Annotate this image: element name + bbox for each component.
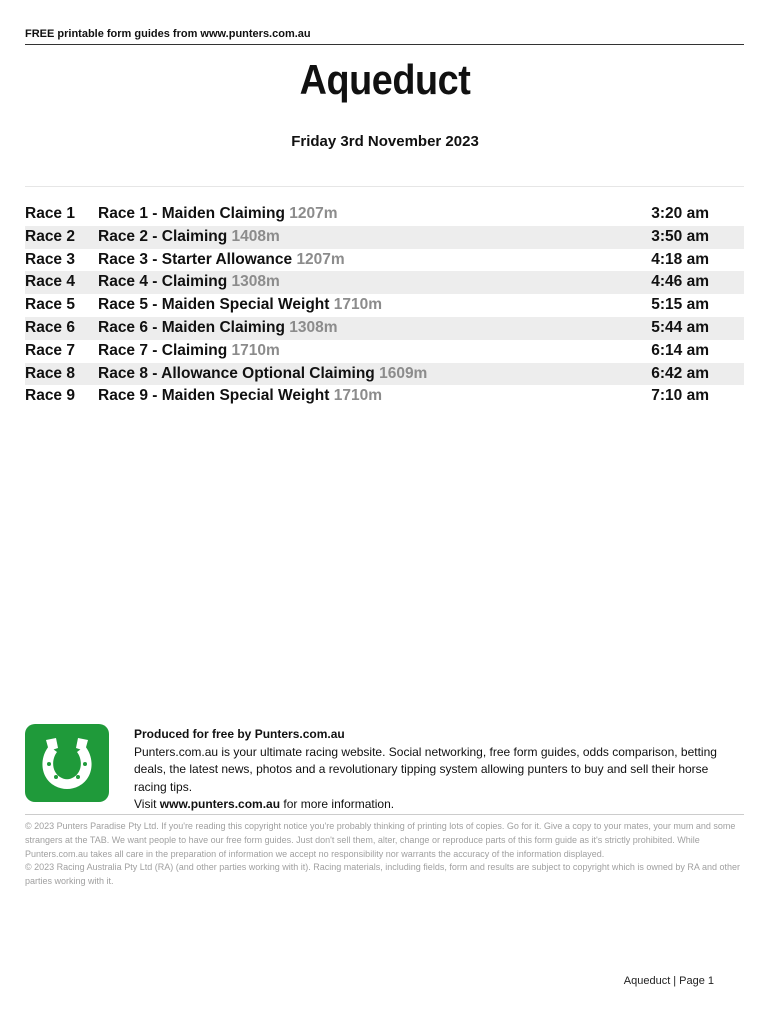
race-title (98, 294, 382, 317)
page-title: Aqueduct (299, 56, 471, 103)
site-tagline: FREE printable form guides from www.punters.com.au (25, 28, 311, 40)
race-title (98, 385, 382, 408)
race-row (25, 271, 744, 294)
race-row (25, 317, 744, 340)
race-title (98, 317, 338, 340)
race-row (25, 203, 744, 226)
footer-doc-name: Aqueduct (623, 975, 671, 987)
producer-title: Produced for free by Punters.com.au (134, 727, 345, 741)
race-row (25, 249, 744, 272)
race-distance: 1308m (231, 273, 280, 291)
race-name: Race 2 - Claiming (98, 227, 228, 245)
race-name: Race 6 - Maiden Claiming (98, 318, 285, 336)
race-number: Race 3 (25, 250, 75, 268)
race-name: Race 9 - Maiden Special Weight (98, 387, 330, 405)
race-title (98, 249, 345, 272)
race-distance: 1609m (379, 364, 428, 382)
race-time: 4:46 am (651, 273, 709, 291)
race-name: Race 3 - Starter Allowance (98, 250, 293, 268)
race-title (98, 363, 427, 386)
race-time: 5:44 am (651, 318, 709, 336)
race-number: Race 9 (25, 387, 75, 405)
race-title (98, 340, 280, 363)
race-number: Race 8 (25, 364, 75, 382)
race-distance: 1207m (289, 205, 338, 222)
date-divider (25, 186, 744, 187)
visit-prefix: Visit (134, 797, 157, 811)
page-number: Page 1 (679, 975, 714, 987)
visit-suffix: for more information. (283, 797, 395, 811)
race-row (25, 340, 744, 363)
race-time: 3:50 am (651, 227, 709, 245)
punters-logo (25, 724, 109, 802)
race-title (98, 203, 338, 226)
copyright-punters: © 2023 Punters Paradise Pty Ltd. If you're reading this copyright notice you're probably thinking of printing lots of copies. Go for it. Give a copy to your mates, your mum and some strangers at the TAB. We want people to have our free form guides. Just don't sell them, alter, change or reproduce parts of this form guide as it's strictly prohibited. While Punters.com.au takes all care in the preparation of information we accept no responsibility nor warrants the accuracy of the information displayed. (25, 821, 736, 859)
footer-separator: | (673, 975, 677, 987)
race-title (98, 271, 280, 294)
header-divider (25, 44, 744, 45)
page-footer (624, 975, 714, 987)
race-number: Race 7 (25, 341, 75, 359)
race-time: 3:20 am (651, 205, 709, 222)
copyright-notice (25, 820, 744, 889)
race-name: Race 7 - Claiming (98, 341, 228, 359)
race-time: 6:42 am (651, 364, 709, 382)
race-name: Race 1 - Maiden Claiming (98, 205, 285, 222)
race-time: 6:14 am (651, 341, 709, 359)
race-distance: 1207m (296, 250, 345, 268)
race-time: 4:18 am (651, 250, 709, 268)
race-time: 5:15 am (651, 296, 709, 314)
race-row (25, 385, 744, 408)
race-name: Race 4 - Claiming (98, 273, 228, 291)
race-name: Race 5 - Maiden Special Weight (98, 296, 330, 314)
race-title (98, 226, 280, 249)
race-number: Race 2 (25, 227, 75, 245)
visit-line (134, 796, 744, 814)
race-date: Friday 3rd November 2023 (291, 133, 479, 150)
copyright-racing-australia: © 2023 Racing Australia Pty Ltd (RA) (and other parties working with it). Racing materials, including fields, form and results are subject to copyright which is owned by RA and other parties working with it. (25, 862, 740, 887)
race-distance: 1710m (333, 387, 382, 405)
race-distance: 1308m (289, 318, 338, 336)
race-row (25, 294, 744, 317)
race-distance: 1710m (333, 296, 382, 314)
race-number: Race 4 (25, 273, 75, 291)
site-link[interactable]: www.punters.com.au (159, 797, 281, 811)
race-distance: 1710m (231, 341, 280, 359)
race-name: Race 8 - Allowance Optional Claiming (98, 364, 375, 382)
race-list (25, 203, 744, 408)
race-number: Race 1 (25, 205, 75, 222)
race-row (25, 226, 744, 249)
footer-divider (25, 814, 744, 815)
race-row (25, 363, 744, 386)
race-number: Race 6 (25, 318, 75, 336)
producer-description: Punters.com.au is your ultimate racing website. Social networking, free form guides, odds comparison, betting deals, the latest news, photos and a revolutionary tipping system allowing punters to buy and sell their horse racing tips. (134, 744, 717, 794)
horseshoe-icon (25, 724, 109, 802)
producer-block (134, 726, 744, 814)
race-time: 7:10 am (651, 387, 709, 405)
race-distance: 1408m (231, 227, 280, 245)
race-number: Race 5 (25, 296, 75, 314)
